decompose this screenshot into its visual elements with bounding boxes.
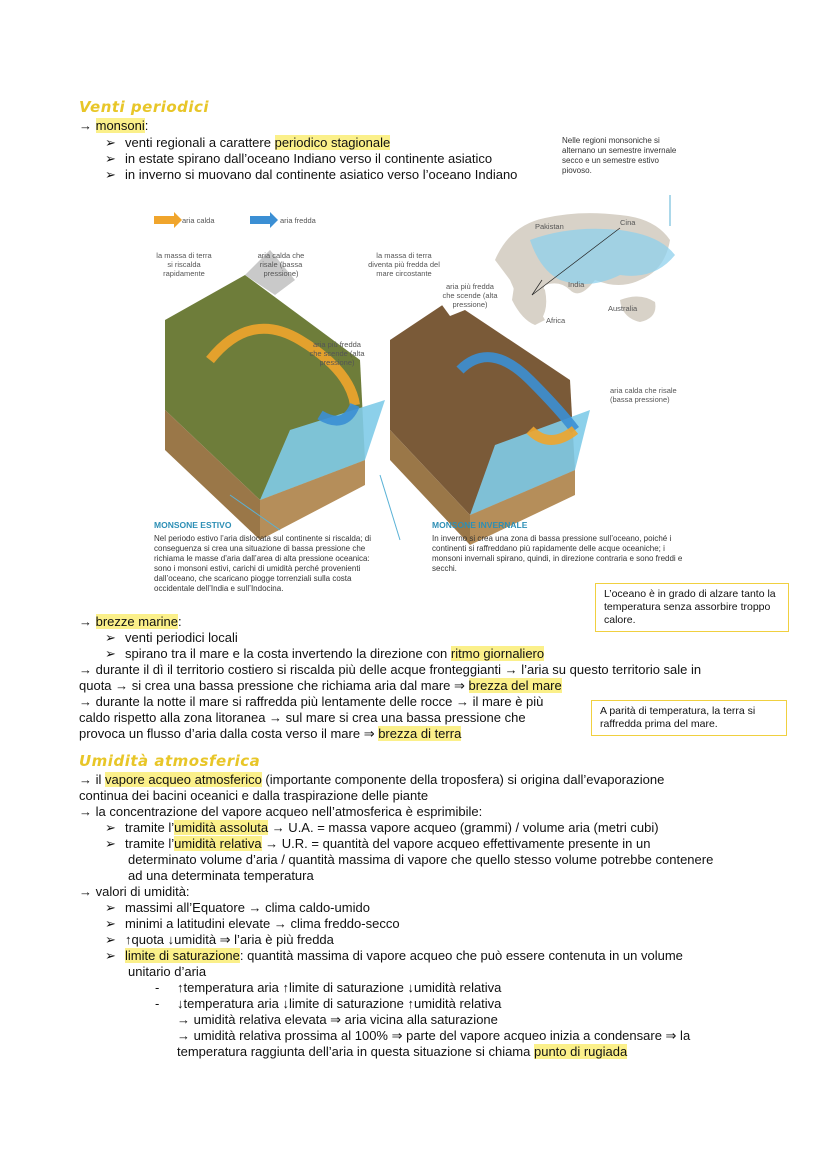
highlight: punto di rugiada	[533, 1044, 628, 1059]
invernale-title: MONSONE INVERNALE	[432, 520, 528, 530]
text: provoca un flusso d’aria dalla costa verso il mare ⇒	[79, 726, 379, 741]
bullet-icon: ➢	[105, 630, 116, 645]
paragraph-line	[177, 1044, 627, 1060]
text: tramite l’	[125, 820, 175, 835]
colon: :	[178, 614, 182, 629]
section-title-umidita: Umidità atmosferica	[79, 752, 261, 770]
paragraph-line: → durante la notte il mare si raffredda più lentamente delle rocce → il mare è più	[79, 694, 544, 709]
winter-label-cold: aria più fredda che scende (alta pressione)	[442, 282, 498, 309]
list-item	[105, 646, 544, 662]
paragraph-line: → durante il dì il territorio costiero si riscalda più delle acque fronteggianti → l’aria su questo territorio sale in	[79, 662, 702, 677]
paragraph-line	[79, 772, 749, 788]
list-item	[105, 820, 659, 836]
paragraph-line: → umidità relativa prossima al 100% ⇒ parte del vapore acqueo inizia a condensare ⇒ la	[177, 1028, 691, 1043]
list-item	[105, 916, 400, 932]
bullet-icon: ➢	[105, 916, 116, 931]
text: temperatura raggiunta dell’aria in questa situazione si chiama	[177, 1044, 534, 1059]
highlight: limite di saturazione	[125, 948, 240, 963]
paragraph-line: continua dei bacini oceanici e dalla traspirazione delle piante	[79, 788, 429, 803]
text: venti regionali a carattere	[125, 135, 275, 150]
bullet-icon: ➢	[105, 167, 116, 182]
text: in inverno si muovano dal continente asiatico verso l’oceano Indiano	[125, 167, 518, 182]
warm-air-legend-icon	[154, 212, 182, 228]
summer-label-warm: aria calda che risale (bassa pressione)	[257, 251, 305, 278]
cold-air-legend-icon	[250, 212, 278, 228]
map-label-australia: Australia	[608, 304, 638, 313]
summer-label-land: la massa di terra si riscalda rapidamente	[156, 251, 212, 278]
text: → U.A. = massa vapore acqueo (grammi) / volume aria (metri cubi)	[268, 820, 659, 835]
section-title-venti: Venti periodici	[79, 98, 210, 116]
text: venti periodici locali	[125, 630, 238, 645]
bullet-icon: ➢	[105, 900, 116, 915]
text: (importante componente della troposfera) si origina dall’evaporazione	[261, 772, 665, 787]
bullet-icon: ➢	[105, 836, 116, 851]
highlight: umidità assoluta	[174, 820, 269, 835]
bullet-icon: ➢	[105, 151, 116, 166]
bullet-icon: ➢	[105, 820, 116, 835]
highlight: ritmo giornaliero	[450, 646, 545, 661]
list-item-cont: unitario d’aria	[128, 964, 207, 979]
dash-item	[155, 996, 501, 1012]
monsoni-term: monsoni	[95, 118, 145, 133]
dash-icon: -	[155, 996, 160, 1011]
paragraph-line: → la concentrazione del vapore acqueo nell’atmosferica è esprimibile:	[79, 804, 483, 819]
bullet-icon: ➢	[105, 135, 116, 150]
legend-cold-label: aria fredda	[280, 216, 316, 225]
arrow: →	[79, 118, 92, 133]
text: ↑temperatura aria ↑limite di saturazione ↓umidità relativa	[177, 980, 502, 995]
text: : quantità massima di vapore acqueo che può essere contenuta in un volume	[239, 948, 683, 963]
monsoni-heading	[79, 118, 148, 134]
highlight: periodico stagionale	[274, 135, 391, 150]
bullet-icon: ➢	[105, 646, 116, 661]
map-label-cina: Cina	[620, 218, 636, 227]
list-item	[105, 900, 370, 916]
estivo-title: MONSONE ESTIVO	[154, 520, 232, 530]
paragraph-line: → umidità relativa elevata ⇒ aria vicina alla saturazione	[177, 1012, 498, 1027]
monsoon-figure	[150, 130, 690, 620]
text: → il	[79, 772, 105, 787]
side-note-terra: A parità di temperatura, la terra si raffredda prima del mare.	[591, 700, 787, 736]
brezze-heading	[79, 614, 182, 630]
paragraph-line: caldo rispetto alla zona litoranea → sul mare si crea una bassa pressione che	[79, 710, 526, 725]
highlight: brezza del mare	[468, 678, 562, 693]
map-caption: Nelle regioni monsoniche si alternano un semestre invernale secco e un semestre estivo piovoso.	[562, 136, 677, 175]
map-label-india: India	[568, 280, 585, 289]
summer-label-cold: aria più fredda che scende (alta pressione)	[309, 340, 365, 367]
text: massimi all’Equatore → clima caldo-umido	[125, 900, 370, 915]
dash-item	[155, 980, 501, 996]
colon: :	[144, 118, 149, 133]
arrow: →	[79, 614, 92, 629]
text: ↓temperatura aria ↓limite di saturazione ↑umidità relativa	[177, 996, 502, 1011]
invernale-text: In inverno si crea una zona di bassa pressione sull’oceano, poiché i continenti si raffreddano più rapidamente delle acque oceaniche; i monsoni invernali spirano, quindi, in direzione contraria e sono freddi e secchi.	[432, 534, 683, 573]
list-item	[105, 630, 238, 646]
text: tramite l’	[125, 836, 175, 851]
estivo-text: Nel periodo estivo l’aria dislocata sul continente si riscalda; di conseguenza si crea una situazione di bassa pressione che richiama le masse d’aria dall’area di alta pressione oceanica: sono i monsoni estivi, carichi di umidità perché provenienti dall’oceano, che scaricano piogge torrenziali sulla costa occidentale dell’India e sull’Indocina.	[154, 534, 371, 593]
dash-icon: -	[155, 980, 160, 995]
text: spirano tra il mare e la costa invertendo la direzione con	[125, 646, 451, 661]
text: in estate spirano dall’oceano Indiano verso il continente asiatico	[125, 151, 493, 166]
winter-label-land: la massa di terra diventa più fredda del mare circostante	[368, 251, 440, 278]
list-item	[105, 836, 650, 852]
legend-warm-label: aria calda	[182, 216, 215, 225]
winter-label-warm: aria calda che risale (bassa pressione)	[610, 386, 677, 404]
text: quota → si crea una bassa pressione che richiama aria dal mare ⇒	[79, 678, 469, 693]
bullet-icon: ➢	[105, 948, 116, 963]
paragraph-line	[79, 726, 461, 742]
text: ↑quota ↓umidità ⇒ l’aria è più fredda	[125, 932, 334, 947]
map-label-africa: Africa	[546, 316, 566, 325]
paragraph-line	[79, 678, 562, 694]
list-item	[105, 948, 683, 964]
highlight: vapore acqueo atmosferico	[105, 772, 262, 787]
map-label-pakistan: Pakistan	[535, 222, 564, 231]
list-item-cont: determinato volume d’aria / quantità massima di vapore che quello stesso volume potrebbe contenere	[128, 852, 714, 867]
paragraph-line: → valori di umidità:	[79, 884, 190, 899]
highlight: brezza di terra	[378, 726, 462, 741]
text: minimi a latitudini elevate → clima freddo-secco	[125, 916, 400, 931]
text: → U.R. = quantità del vapore acqueo effettivamente presente in un	[261, 836, 651, 851]
highlight: umidità relativa	[174, 836, 262, 851]
bullet-icon: ➢	[105, 932, 116, 947]
list-item	[105, 932, 334, 948]
side-note-oceano: L’oceano è in grado di alzare tanto la temperatura senza assorbire troppo calore.	[595, 583, 789, 632]
list-item-cont: ad una determinata temperatura	[128, 868, 314, 883]
brezze-term: brezze marine	[95, 614, 178, 629]
